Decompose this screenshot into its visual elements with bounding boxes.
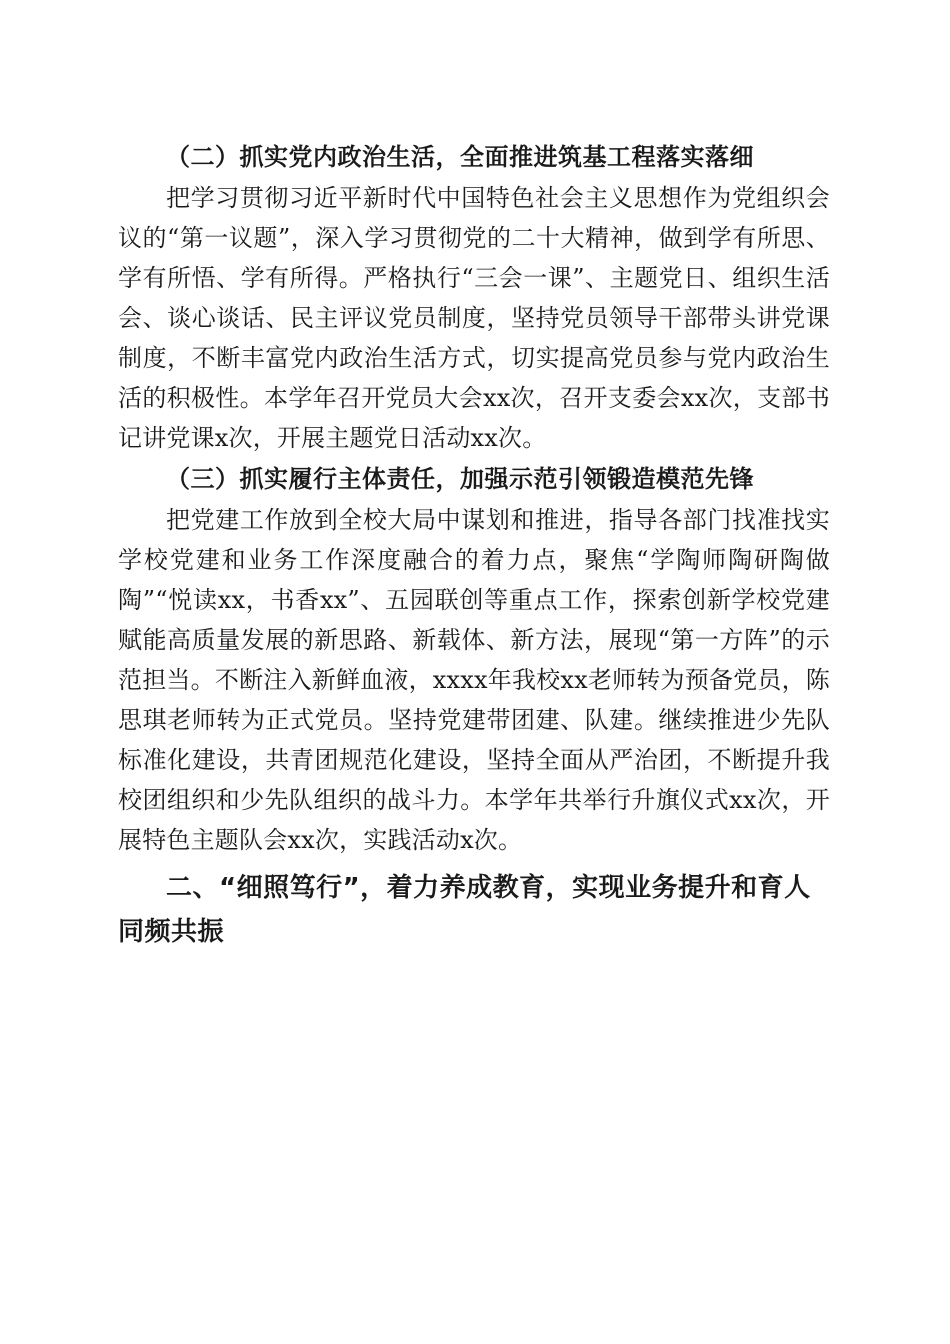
- paragraph-political-life: 把学习贯彻习近平新时代中国特色社会主义思想作为党组织会议的“第一议题”，深入学习贯彻党的二十大精神，做到学有所思、学有所悟、学有所得。严格执行“三会一课”、主题党日、组织生活会、谈心谈话、民主评议党员制度，坚持党员领导干部带头讲党课制度，不断丰富党内政治生活方式，切实提高党员参与党内政治生活的积极性。本学年召开党员大会xx次，召开支委会xx次，支部书记讲党课x次，开展主题党日活动xx次。: [118, 184, 830, 452]
- paragraph-main-responsibility: 把党建工作放到全校大局中谋划和推进，指导各部门找准找实学校党建和业务工作深度融合的着力点，聚焦“学陶师陶研陶做陶”“悦读xx，书香xx”、五园联创等重点工作，探索创新学校党建赋能高质量发展的新思路、新载体、新方法，展现“第一方阵”的示范担当。不断注入新鲜血液，xxxx年我校xx老师转为预备党员，陈思琪老师转为正式党员。坚持党建带团建、队建。继续推进少先队标准化建设，共青团规范化建设，坚持全面从严治团，不断提升我校团组织和少先队组织的战斗力。本学年共举行升旗仪式xx次，开展特色主题队会xx次，实践活动x次。: [118, 506, 830, 854]
- sub-heading-2: （二）抓实党内政治生活，全面推进筑基工程落实落细: [166, 142, 754, 171]
- sub-heading-3: （三）抓实履行主体责任，加强示范引领锻造模范先锋: [166, 464, 754, 493]
- section-heading-2: 二、“细照笃行”，着力养成教育，实现业务提升和育人同频共振: [118, 873, 811, 947]
- document-page: [118, 140, 830, 954]
